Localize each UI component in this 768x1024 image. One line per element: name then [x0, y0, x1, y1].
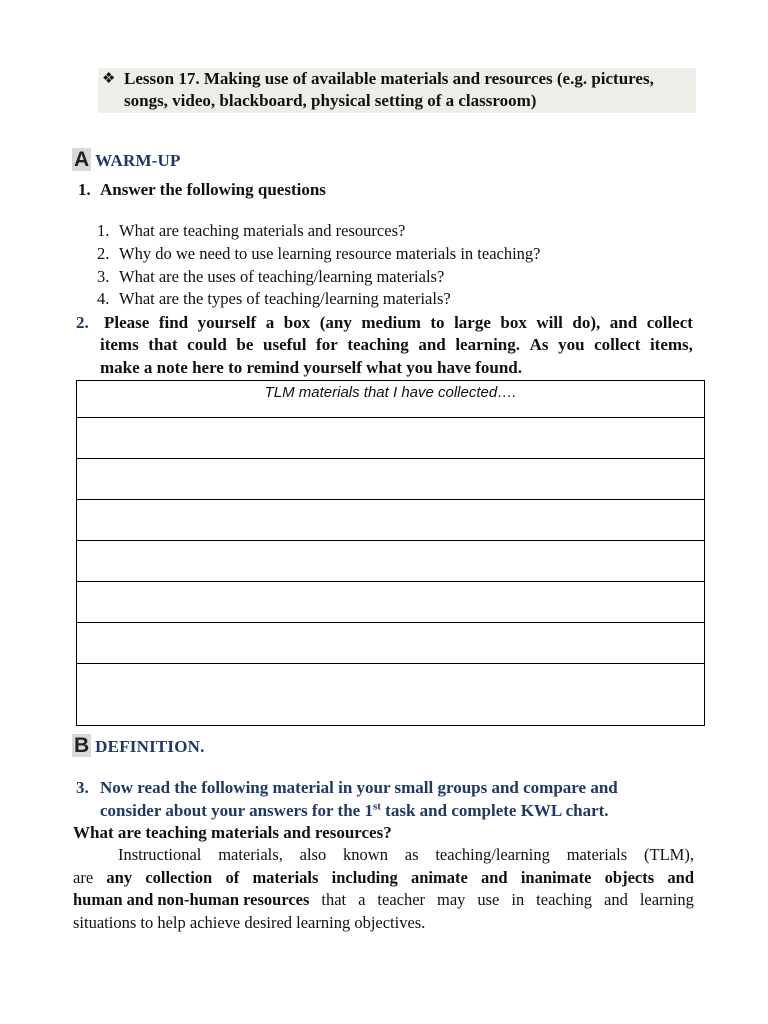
section-a-letter: A	[74, 148, 90, 171]
q2-line2	[100, 334, 693, 356]
table-row[interactable]	[77, 418, 705, 459]
word: inanimate	[520, 868, 592, 887]
word: and	[418, 335, 446, 354]
word: find	[158, 313, 189, 332]
word: and	[609, 313, 638, 332]
q3-line1: Now read the following material in your small groups and compare and	[100, 778, 618, 797]
section-a-heading	[72, 146, 181, 174]
word: learning	[639, 890, 694, 909]
diamond-bullet-icon: ❖	[102, 71, 116, 87]
word: (any	[319, 313, 352, 332]
lesson-title-line1: Lesson 17. Making use of available materials and resources (e.g. pictures,	[124, 69, 654, 88]
word: collect	[594, 335, 641, 354]
word: a	[265, 313, 275, 332]
section-b-letter: B	[74, 734, 90, 757]
word: yourself	[197, 313, 257, 332]
word: teaching	[536, 890, 593, 909]
word: a	[358, 890, 366, 909]
word: also	[299, 845, 327, 864]
section-b-heading	[72, 732, 205, 760]
word: any	[106, 868, 133, 887]
word: Please	[104, 313, 150, 332]
q3-number: 3.	[76, 778, 89, 797]
table-row[interactable]	[77, 582, 705, 623]
word: (TLM),	[644, 845, 694, 864]
word: you	[558, 335, 585, 354]
word: teaching	[347, 335, 409, 354]
word: for	[316, 335, 338, 354]
list-item: 1. What are teaching materials and resources?	[97, 221, 406, 240]
definition-line2	[73, 867, 694, 890]
word: and	[667, 868, 694, 887]
word: may	[437, 890, 466, 909]
lesson-title-line2: songs, video, blackboard, physical setting of a classroom)	[124, 91, 537, 110]
word: useful	[263, 335, 307, 354]
q1-number: 1.	[78, 180, 91, 199]
list-item: 2. Why do we need to use learning resource materials in teaching?	[97, 244, 541, 263]
table-row[interactable]	[77, 623, 705, 664]
word: of	[225, 868, 240, 887]
word: including	[331, 868, 398, 887]
word: animate	[410, 868, 468, 887]
word: known	[343, 845, 388, 864]
definition-line3	[73, 889, 694, 912]
word: that	[321, 890, 347, 909]
word: materials	[252, 868, 319, 887]
definition-line4: situations to help achieve desired learning objectives.	[73, 913, 426, 932]
list-item: 4. What are the types of teaching/learning materials?	[97, 289, 451, 308]
word: objects	[604, 868, 655, 887]
q3-line2: consider about your answers for the 1st task and complete KWL chart.	[100, 800, 609, 820]
word: teaching/learning	[435, 845, 550, 864]
definition-line1	[118, 844, 694, 867]
table-row[interactable]	[77, 664, 705, 726]
word: be	[236, 335, 254, 354]
word: box	[283, 313, 311, 332]
word: as	[404, 845, 419, 864]
definition-heading: What are teaching materials and resources?	[73, 823, 392, 842]
q2-line1	[104, 312, 693, 334]
word: As	[529, 335, 549, 354]
word: collection	[145, 868, 213, 887]
list-item: 3. What are the uses of teaching/learning materials?	[97, 267, 445, 286]
word: and	[481, 868, 508, 887]
table-row[interactable]	[77, 541, 705, 582]
word: items	[100, 335, 139, 354]
q2-number: 2.	[76, 313, 89, 332]
word: box	[500, 313, 527, 332]
q1-text: Answer the following questions	[100, 180, 326, 199]
word: use	[477, 890, 500, 909]
word: medium	[361, 313, 421, 332]
q2-line3: make a note here to remind yourself what you have found.	[100, 358, 523, 377]
word: will	[536, 313, 563, 332]
word: could	[187, 335, 227, 354]
word: in	[511, 890, 525, 909]
section-a-title: WARM-UP	[95, 151, 181, 170]
word: Instructional	[118, 845, 202, 864]
word: and	[604, 890, 628, 909]
word: materials,	[218, 845, 283, 864]
word: human and non-human resources	[73, 890, 310, 909]
word: collect	[646, 313, 693, 332]
word: to	[430, 313, 445, 332]
table-row[interactable]	[77, 459, 705, 500]
word: that	[148, 335, 178, 354]
section-b-title: DEFINITION.	[95, 737, 205, 756]
table-row[interactable]	[77, 500, 705, 541]
tlm-table	[76, 380, 705, 726]
word: do),	[572, 313, 601, 332]
word: learning.	[455, 335, 521, 354]
tlm-table-header: TLM materials that I have collected….	[77, 381, 705, 418]
word: teacher	[377, 890, 426, 909]
word: items,	[649, 335, 693, 354]
word: materials	[566, 845, 628, 864]
word: are	[73, 868, 94, 887]
word: large	[454, 313, 491, 332]
